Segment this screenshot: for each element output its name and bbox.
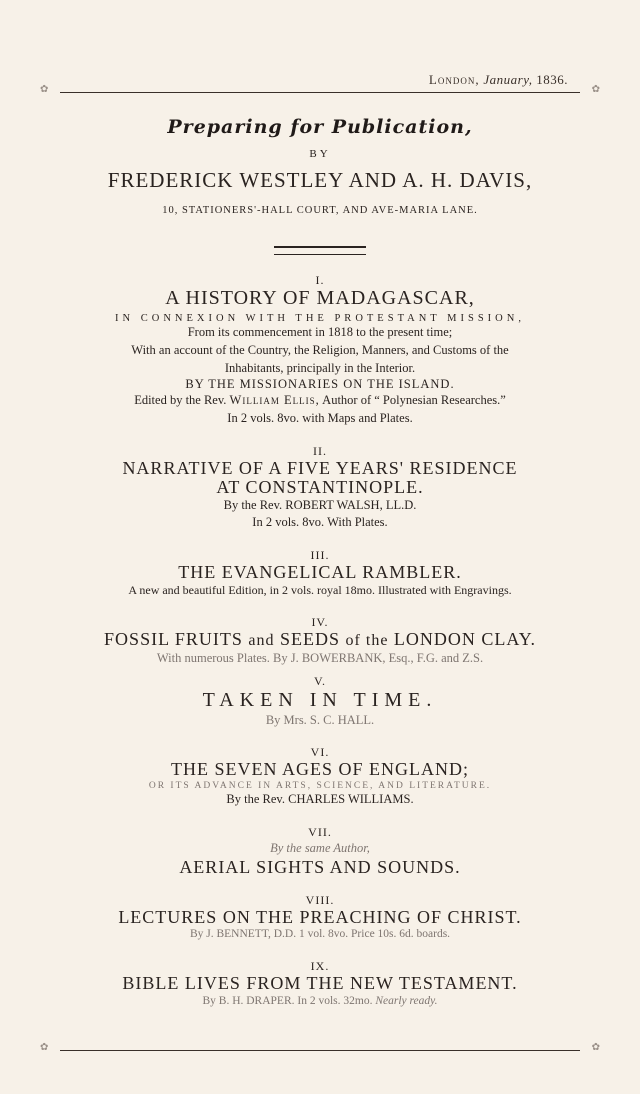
item-author: BY THE MISSIONARIES ON THE ISLAND.: [185, 377, 455, 392]
item-line: A new and beautiful Edition, in 2 vols. royal 18mo. Illustrated with Engravings.: [128, 582, 512, 597]
item-title: THE SEVEN AGES OF ENGLAND;: [171, 759, 469, 780]
list-item: [60, 444, 580, 532]
editor-suffix: Author of “ Polynesian Researches.”: [322, 393, 506, 408]
item-title: BIBLE LIVES FROM THE NEW TESTAMENT.: [122, 972, 518, 993]
item-line: [60, 392, 580, 410]
item-numeral: IX.: [310, 958, 330, 973]
item-title: TAKEN IN TIME.: [202, 688, 438, 711]
top-rule: [60, 92, 580, 93]
item-numeral: V.: [313, 673, 327, 688]
publishers: FREDERICK WESTLEY AND A. H. DAVIS,: [107, 168, 533, 192]
item-line: By the Rev. ROBERT WALSH, LL.D.: [223, 497, 417, 512]
item-line: In 2 vols. 8vo. With Plates.: [252, 515, 388, 530]
item-title: A HISTORY OF MADAGASCAR,: [165, 287, 475, 309]
preparing-heading: Preparing for Publication,: [167, 116, 473, 138]
title-part: SEEDS: [280, 628, 341, 649]
item-line: In 2 vols. 8vo. with Maps and Plates.: [227, 411, 413, 425]
dateline-city: London,: [428, 72, 480, 87]
title-part: FOSSIL FRUITS: [104, 628, 243, 649]
item-numeral: I.: [315, 273, 325, 287]
item-subtitle: OR ITS ADVANCE IN ARTS, SCIENCE, AND LITERATURE.: [148, 781, 492, 792]
list-item: [60, 959, 580, 1009]
item-title: NARRATIVE OF A FIVE YEARS' RESIDENCE: [122, 457, 518, 478]
list-item: [60, 273, 580, 428]
item-numeral: VIII.: [305, 892, 335, 907]
item-numeral: III.: [310, 548, 330, 563]
item-title: AERIAL SIGHTS AND SOUNDS.: [179, 856, 461, 877]
item-numeral: VII.: [308, 824, 332, 839]
list-item: [60, 893, 580, 943]
item-subtitle: IN CONNEXION WITH THE PROTESTANT MISSION,: [115, 313, 525, 324]
list-item: [60, 674, 580, 730]
corner-ornament-icon: ✿: [591, 84, 600, 95]
list-item: [60, 825, 580, 877]
dateline-month: January,: [483, 72, 533, 87]
editor-name: William Ellis,: [229, 393, 320, 408]
dateline: [429, 72, 568, 88]
item-title: THE EVANGELICAL RAMBLER.: [178, 562, 462, 583]
title-part: of the: [345, 631, 389, 649]
item-numeral: II.: [313, 443, 327, 458]
list-item: [60, 548, 580, 599]
corner-ornament-icon: ✿: [40, 1042, 49, 1053]
item-line: With an account of the Country, the Religion, Manners, and Customs of the: [131, 342, 509, 357]
item-line-part: Nearly ready.: [375, 994, 438, 1007]
decorative-rule: [274, 246, 366, 255]
item-title: AT CONSTANTINOPLE.: [216, 476, 424, 497]
item-line: From its commencement in 1818 to the present time;: [187, 325, 453, 339]
item-title: LECTURES ON THE PREACHING OF CHRIST.: [118, 906, 522, 927]
announcement: [60, 112, 580, 1009]
corner-ornament-icon: ✿: [40, 84, 49, 95]
list-item: [60, 615, 580, 668]
item-line: By J. BENNETT, D.D. 1 vol. 8vo. Price 10s. 6d. boards.: [189, 928, 451, 941]
item-title: [60, 630, 580, 650]
by-label: BY: [309, 148, 331, 160]
item-line: By the Rev. CHARLES WILLIAMS.: [226, 792, 414, 807]
corner-ornament-icon: ✿: [591, 1042, 600, 1053]
item-byline: By the same Author,: [270, 840, 370, 855]
item-numeral: VI.: [310, 745, 330, 760]
title-part: LONDON CLAY.: [393, 628, 536, 649]
list-item: [60, 745, 580, 809]
dateline-year: 1836.: [536, 72, 568, 87]
item-line-part: By B. H. DRAPER. In 2 vols. 32mo.: [202, 994, 373, 1007]
editor-prefix: Edited by the Rev.: [134, 393, 227, 408]
item-numeral: IV.: [311, 614, 329, 629]
item-line: With numerous Plates. By J. BOWERBANK, Esq., F.G. and Z.S.: [156, 650, 484, 665]
item-line: [60, 993, 580, 1009]
item-line: By Mrs. S. C. HALL.: [265, 712, 375, 727]
bottom-rule: [60, 1050, 580, 1051]
item-line: Inhabitants, principally in the Interior.: [224, 360, 416, 375]
address: 10, STATIONERS'-HALL COURT, AND AVE-MARIA LANE.: [162, 205, 478, 216]
title-part: and: [248, 631, 275, 649]
